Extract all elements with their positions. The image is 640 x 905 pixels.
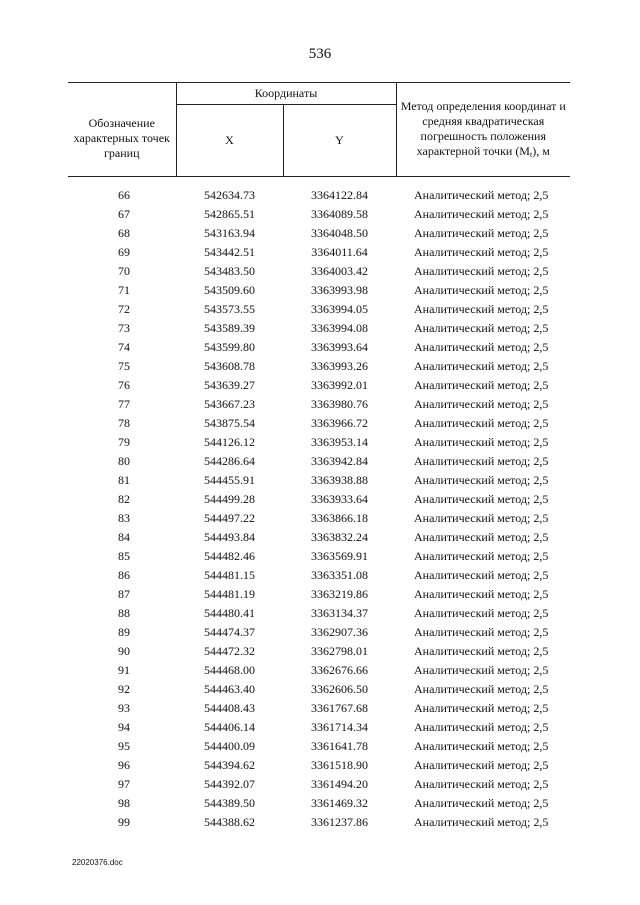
y-coordinate-cell: 3363866.18 <box>311 511 368 525</box>
y-coordinate-cell: 3363933.64 <box>311 492 368 506</box>
y-coordinate-cell: 3362907.36 <box>311 625 368 639</box>
table-row <box>68 585 570 604</box>
point-id-cell: 98 <box>118 796 130 810</box>
y-coordinate-cell: 3364048.50 <box>311 226 368 240</box>
point-id-cell: 75 <box>118 359 130 373</box>
y-coordinate-cell: 3363993.26 <box>311 359 368 373</box>
table-row <box>68 547 570 566</box>
x-coordinate-cell: 544406.14 <box>204 720 255 734</box>
point-id-cell: 81 <box>118 473 130 487</box>
y-coordinate-cell: 3363992.01 <box>311 378 368 392</box>
x-column-header: X <box>176 104 283 176</box>
method-header-subscript: t <box>529 150 533 159</box>
method-cell: Аналитический метод; 2,5 <box>414 188 549 202</box>
point-id-cell: 84 <box>118 530 130 544</box>
footer-document-name: 22020376.doc <box>72 858 123 867</box>
y-coordinate-cell: 3362676.66 <box>311 663 368 677</box>
method-cell: Аналитический метод; 2,5 <box>414 359 549 373</box>
method-cell: Аналитический метод; 2,5 <box>414 492 549 506</box>
table-row <box>68 376 570 395</box>
x-coordinate-cell: 543608.78 <box>204 359 255 373</box>
point-id-cell: 97 <box>118 777 130 791</box>
point-id-cell: 94 <box>118 720 130 734</box>
y-coordinate-cell: 3363980.76 <box>311 397 368 411</box>
y-coordinate-cell: 3361237.86 <box>311 815 368 829</box>
x-coordinate-cell: 542634.73 <box>204 188 255 202</box>
method-cell: Аналитический метод; 2,5 <box>414 701 549 715</box>
method-cell: Аналитический метод; 2,5 <box>414 606 549 620</box>
table-row <box>68 756 570 775</box>
x-coordinate-cell: 544126.12 <box>204 435 255 449</box>
method-cell: Аналитический метод; 2,5 <box>414 587 549 601</box>
x-coordinate-cell: 543599.80 <box>204 340 255 354</box>
x-coordinate-cell: 544468.00 <box>204 663 255 677</box>
y-coordinate-cell: 3364089.58 <box>311 207 368 221</box>
table-row <box>68 300 570 319</box>
method-cell: Аналитический метод; 2,5 <box>414 625 549 639</box>
table-row <box>68 490 570 509</box>
y-coordinate-cell: 3361714.34 <box>311 720 368 734</box>
table-row <box>68 281 570 300</box>
x-coordinate-cell: 543483.50 <box>204 264 255 278</box>
table-row <box>68 433 570 452</box>
point-id-cell: 70 <box>118 264 130 278</box>
y-coordinate-cell: 3363351.08 <box>311 568 368 582</box>
point-id-cell: 95 <box>118 739 130 753</box>
method-cell: Аналитический метод; 2,5 <box>414 264 549 278</box>
x-coordinate-cell: 542865.51 <box>204 207 255 221</box>
table-row <box>68 642 570 661</box>
y-coordinate-cell: 3363938.88 <box>311 473 368 487</box>
x-coordinate-cell: 544389.50 <box>204 796 255 810</box>
x-coordinate-cell: 544286.64 <box>204 454 255 468</box>
point-id-cell: 73 <box>118 321 130 335</box>
method-cell: Аналитический метод; 2,5 <box>414 549 549 563</box>
table-row <box>68 395 570 414</box>
method-cell: Аналитический метод; 2,5 <box>414 720 549 734</box>
table-row <box>68 471 570 490</box>
x-coordinate-cell: 544481.19 <box>204 587 255 601</box>
x-coordinate-cell: 543875.54 <box>204 416 255 430</box>
point-id-cell: 92 <box>118 682 130 696</box>
table-row <box>68 794 570 813</box>
method-cell: Аналитический метод; 2,5 <box>414 739 549 753</box>
point-id-cell: 78 <box>118 416 130 430</box>
method-cell: Аналитический метод; 2,5 <box>414 663 549 677</box>
y-coordinate-cell: 3361494.20 <box>311 777 368 791</box>
table-body <box>68 177 570 833</box>
table-row <box>68 623 570 642</box>
x-coordinate-cell: 543509.60 <box>204 283 255 297</box>
method-cell: Аналитический метод; 2,5 <box>414 207 549 221</box>
y-coordinate-cell: 3361641.78 <box>311 739 368 753</box>
method-cell: Аналитический метод; 2,5 <box>414 340 549 354</box>
table-row <box>68 186 570 205</box>
x-coordinate-cell: 544472.32 <box>204 644 255 658</box>
point-id-cell: 87 <box>118 587 130 601</box>
y-coordinate-cell: 3364122.84 <box>311 188 368 202</box>
table-row <box>68 509 570 528</box>
x-coordinate-cell: 543589.39 <box>204 321 255 335</box>
y-coordinate-cell: 3363994.05 <box>311 302 368 316</box>
page-number: 536 <box>308 46 332 62</box>
point-id-cell: 72 <box>118 302 130 316</box>
x-coordinate-cell: 543639.27 <box>204 378 255 392</box>
point-id-cell: 77 <box>118 397 130 411</box>
x-coordinate-cell: 544400.09 <box>204 739 255 753</box>
method-cell: Аналитический метод; 2,5 <box>414 226 549 240</box>
point-id-cell: 85 <box>118 549 130 563</box>
designation-header: Обозначение характерных точек границ <box>68 83 176 177</box>
method-cell: Аналитический метод; 2,5 <box>414 473 549 487</box>
y-coordinate-cell: 3363993.98 <box>311 283 368 297</box>
point-id-cell: 86 <box>118 568 130 582</box>
point-id-cell: 96 <box>118 758 130 772</box>
method-cell: Аналитический метод; 2,5 <box>414 644 549 658</box>
x-coordinate-cell: 544493.84 <box>204 530 255 544</box>
method-cell: Аналитический метод; 2,5 <box>414 530 549 544</box>
method-cell: Аналитический метод; 2,5 <box>414 568 549 582</box>
point-id-cell: 93 <box>118 701 130 715</box>
y-coordinate-cell: 3363953.14 <box>311 435 368 449</box>
x-coordinate-cell: 544388.62 <box>204 815 255 829</box>
y-coordinate-cell: 3363966.72 <box>311 416 368 430</box>
x-coordinate-cell: 544497.22 <box>204 511 255 525</box>
table-row <box>68 680 570 699</box>
table-row <box>68 604 570 623</box>
table-header <box>68 83 570 177</box>
x-coordinate-cell: 543163.94 <box>204 226 255 240</box>
point-id-cell: 76 <box>118 378 130 392</box>
table-row <box>68 357 570 376</box>
method-cell: Аналитический метод; 2,5 <box>414 321 549 335</box>
point-id-cell: 80 <box>118 454 130 468</box>
x-coordinate-cell: 543573.55 <box>204 302 255 316</box>
point-id-cell: 67 <box>118 207 130 221</box>
y-coordinate-cell: 3362798.01 <box>311 644 368 658</box>
point-id-cell: 90 <box>118 644 130 658</box>
method-cell: Аналитический метод; 2,5 <box>414 435 549 449</box>
method-cell: Аналитический метод; 2,5 <box>414 682 549 696</box>
table-row <box>68 718 570 737</box>
x-coordinate-cell: 543667.23 <box>204 397 255 411</box>
y-coordinate-cell: 3361767.68 <box>311 701 368 715</box>
method-cell: Аналитический метод; 2,5 <box>414 378 549 392</box>
point-id-cell: 91 <box>118 663 130 677</box>
table-row <box>68 414 570 433</box>
x-coordinate-cell: 544463.40 <box>204 682 255 696</box>
x-coordinate-cell: 544455.91 <box>204 473 255 487</box>
y-coordinate-cell: 3363994.08 <box>311 321 368 335</box>
point-id-cell: 71 <box>118 283 130 297</box>
point-id-cell: 89 <box>118 625 130 639</box>
method-header-suffix: ), м <box>532 144 550 158</box>
y-coordinate-cell: 3363832.24 <box>311 530 368 544</box>
point-id-cell: 99 <box>118 815 130 829</box>
method-header <box>396 83 570 177</box>
method-cell: Аналитический метод; 2,5 <box>414 454 549 468</box>
method-cell: Аналитический метод; 2,5 <box>414 777 549 791</box>
table-row <box>68 262 570 281</box>
y-coordinate-cell: 3361469.32 <box>311 796 368 810</box>
x-coordinate-cell: 544392.07 <box>204 777 255 791</box>
y-coordinate-cell: 3363569.91 <box>311 549 368 563</box>
point-id-cell: 88 <box>118 606 130 620</box>
point-id-cell: 79 <box>118 435 130 449</box>
table-row <box>68 566 570 585</box>
x-coordinate-cell: 544480.41 <box>204 606 255 620</box>
table-row <box>68 661 570 680</box>
y-coordinate-cell: 3363219.86 <box>311 587 368 601</box>
point-id-cell: 69 <box>118 245 130 259</box>
point-id-cell: 74 <box>118 340 130 354</box>
table-row <box>68 319 570 338</box>
x-coordinate-cell: 544499.28 <box>204 492 255 506</box>
table-row <box>68 338 570 357</box>
method-cell: Аналитический метод; 2,5 <box>414 511 549 525</box>
y-coordinate-cell: 3363993.64 <box>311 340 368 354</box>
y-coordinate-cell: 3362606.50 <box>311 682 368 696</box>
method-header-text: Метод определения координат и средняя квадратическая погрешность положения характерной точки (M <box>400 99 566 158</box>
point-id-cell: 68 <box>118 226 130 240</box>
method-cell: Аналитический метод; 2,5 <box>414 796 549 810</box>
table-row <box>68 205 570 224</box>
table-row <box>68 528 570 547</box>
point-id-cell: 66 <box>118 188 130 202</box>
point-id-cell: 83 <box>118 511 130 525</box>
table-row <box>68 699 570 718</box>
method-cell: Аналитический метод; 2,5 <box>414 283 549 297</box>
coordinates-header: Координаты <box>176 83 396 105</box>
y-coordinate-cell: 3363134.37 <box>311 606 368 620</box>
y-coordinate-cell: 3363942.84 <box>311 454 368 468</box>
table-row <box>68 243 570 262</box>
method-cell: Аналитический метод; 2,5 <box>414 302 549 316</box>
coordinates-table <box>68 82 570 832</box>
table-row <box>68 224 570 243</box>
x-coordinate-cell: 544474.37 <box>204 625 255 639</box>
method-cell: Аналитический метод; 2,5 <box>414 245 549 259</box>
method-cell: Аналитический метод; 2,5 <box>414 758 549 772</box>
point-id-cell: 82 <box>118 492 130 506</box>
table-row <box>68 737 570 756</box>
x-coordinate-cell: 544481.15 <box>204 568 255 582</box>
y-coordinate-cell: 3364003.42 <box>311 264 368 278</box>
method-cell: Аналитический метод; 2,5 <box>414 416 549 430</box>
y-column-header: Y <box>283 104 396 176</box>
x-coordinate-cell: 544394.62 <box>204 758 255 772</box>
table-row <box>68 775 570 794</box>
table-row <box>68 813 570 832</box>
method-cell: Аналитический метод; 2,5 <box>414 397 549 411</box>
x-coordinate-cell: 544482.46 <box>204 549 255 563</box>
method-cell: Аналитический метод; 2,5 <box>414 815 549 829</box>
y-coordinate-cell: 3364011.64 <box>311 245 368 259</box>
x-coordinate-cell: 544408.43 <box>204 701 255 715</box>
y-coordinate-cell: 3361518.90 <box>311 758 368 772</box>
x-coordinate-cell: 543442.51 <box>204 245 255 259</box>
table-row <box>68 452 570 471</box>
